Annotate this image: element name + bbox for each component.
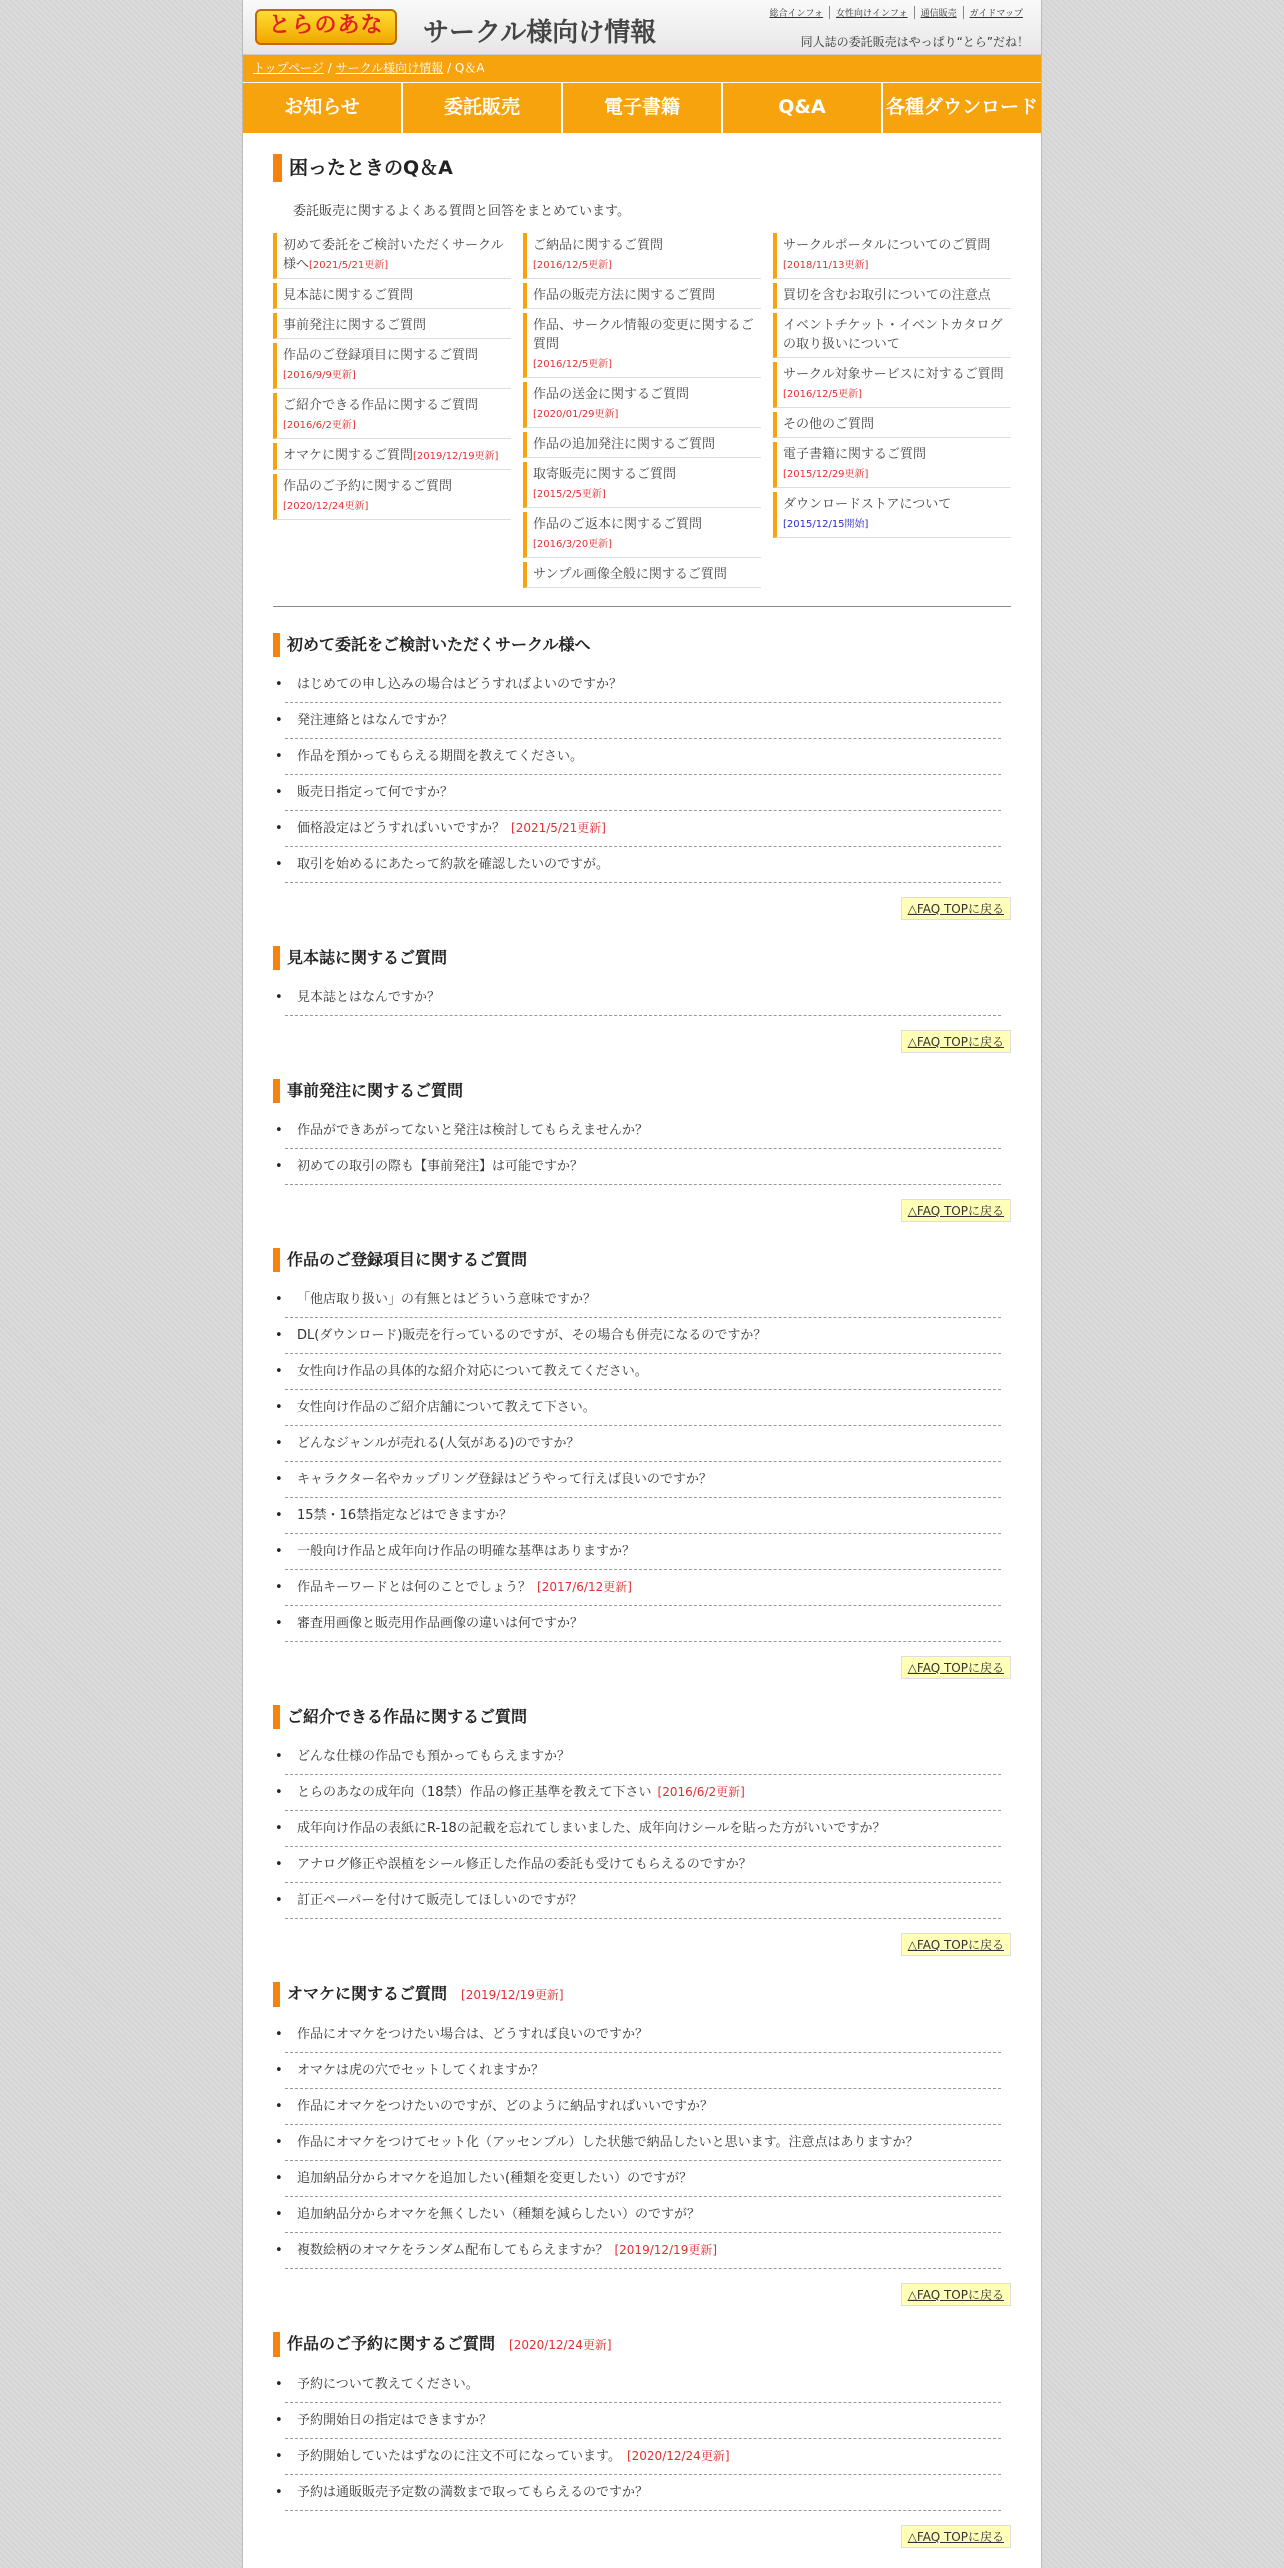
question-item[interactable] [285, 2089, 1001, 2125]
question-text: 販売日指定って何ですか？ [297, 785, 454, 800]
page [242, 0, 1042, 2568]
toc-link-label: 初めて委託をご検討いただくサークル様へ [283, 238, 504, 272]
section-title [273, 1982, 1011, 2007]
toc-column-2 [523, 233, 761, 592]
toc-link[interactable] [773, 442, 1011, 488]
question-item[interactable] [285, 1498, 1001, 1534]
update-badge: [2016/12/5更新] [533, 359, 613, 370]
question-text: 予約開始していたはずなのに注文不可になっています。 [297, 2449, 621, 2464]
faq-section [273, 1705, 1011, 1956]
question-text: 初めての取引の際も【事前発注】は可能ですか？ [297, 1159, 584, 1174]
tagline: 同人誌の委託販売はやっぱり“とら”だね！ [800, 35, 1029, 49]
faq-section [273, 1248, 1011, 1679]
toc-link[interactable] [523, 432, 761, 458]
question-list [285, 1739, 1001, 1919]
back-to-top [273, 1030, 1011, 1053]
toc-link[interactable] [273, 283, 511, 309]
update-badge: [2020/12/24更新] [509, 2338, 612, 2352]
back-to-faq-top-link[interactable]: △FAQ TOPに戻る [901, 2525, 1011, 2548]
update-badge: [2015/12/15開始] [783, 519, 869, 530]
nav-downloads[interactable]: 各種ダウンロード [883, 83, 1041, 133]
back-to-faq-top-link[interactable]: △FAQ TOPに戻る [901, 897, 1011, 920]
site-logo[interactable]: とらのあな [255, 9, 397, 45]
question-item[interactable] [285, 1282, 1001, 1318]
toc-link-label: 買切を含むお取引についての注意点 [783, 288, 991, 303]
question-list [285, 2367, 1001, 2511]
question-text: 予約開始日の指定はできますか？ [297, 2413, 493, 2428]
toc-link[interactable] [273, 343, 511, 389]
section-title-text: 作品のご予約に関するご質問 [287, 2334, 496, 2353]
question-text: はじめての申し込みの場合はどうすればよいのですか？ [297, 677, 623, 692]
page-title: 困ったときのQ＆A [273, 154, 1011, 182]
question-item[interactable] [285, 1534, 1001, 1570]
breadcrumb-current: Q＆A [454, 61, 485, 75]
question-list [285, 1282, 1001, 1642]
back-to-top [273, 2525, 1011, 2548]
back-to-top [273, 2283, 1011, 2306]
update-badge: [2016/9/9更新] [283, 370, 356, 381]
question-item[interactable] [285, 1883, 1001, 1919]
question-text: 取引を始めるにあたって約款を確認したいのですが。 [297, 857, 610, 872]
update-badge: [2020/12/24更新] [626, 2449, 730, 2463]
update-badge: [2016/6/2更新] [657, 1785, 745, 1799]
breadcrumb-separator: / [443, 61, 455, 75]
site-title: サークル様向け情報 [423, 18, 657, 48]
back-to-top [273, 897, 1011, 920]
toc-link[interactable] [273, 443, 511, 470]
update-badge: [2015/12/29更新] [783, 469, 869, 480]
back-to-faq-top-link[interactable]: △FAQ TOPに戻る [901, 1199, 1011, 1222]
back-to-faq-top-link[interactable]: △FAQ TOPに戻る [901, 1656, 1011, 1679]
toc-link[interactable] [273, 233, 511, 279]
toc-link-label: 事前発注に関するご質問 [283, 318, 427, 333]
update-badge: [2019/12/19更新] [413, 451, 499, 462]
update-badge: [2015/2/5更新] [533, 489, 606, 500]
question-item[interactable] [285, 1149, 1001, 1185]
update-badge: [2019/12/19更新] [614, 2243, 718, 2257]
question-item[interactable] [285, 980, 1001, 1016]
section-title-text: 事前発注に関するご質問 [287, 1081, 464, 1100]
link-female-info[interactable]: 女性向けインフォ [829, 6, 914, 19]
toc-link[interactable] [773, 492, 1011, 538]
back-to-faq-top-link[interactable]: △FAQ TOPに戻る [901, 2283, 1011, 2306]
toc-link[interactable] [523, 512, 761, 558]
question-text: 作品を預かってもらえる期間を教えてください。 [297, 749, 584, 764]
question-item[interactable] [285, 1811, 1001, 1847]
toc-link[interactable] [523, 382, 761, 428]
link-mail-order[interactable]: 通信販売 [914, 6, 963, 19]
question-item[interactable] [285, 703, 1001, 739]
question-item[interactable] [285, 1739, 1001, 1775]
question-text: 価格設定はどうすればいいですか？ [297, 821, 506, 836]
nav-news[interactable]: お知らせ [243, 83, 401, 133]
section-title [273, 633, 1011, 657]
update-badge: [2016/12/5更新] [783, 389, 863, 400]
question-text: オマケは虎の穴でセットしてくれますか？ [297, 2063, 545, 2078]
question-item[interactable] [285, 2161, 1001, 2197]
toc-link-label: その他のご質問 [783, 417, 875, 432]
question-text: 成年向け作品の表紙にR-18の記載を忘れてしまいました、成年向けシールを貼った方がいいですか？ [297, 1821, 886, 1836]
question-item[interactable] [285, 1606, 1001, 1642]
toc-link[interactable] [523, 462, 761, 508]
update-badge: [2016/3/20更新] [533, 539, 613, 550]
question-text: とらのあなの成年向（18禁）作品の修正基準を教えて下さい [297, 1785, 652, 1800]
toc-link-label: イベントチケット・イベントカタログの取り扱いについて [783, 318, 1003, 352]
nav-consignment[interactable]: 委託販売 [403, 83, 561, 133]
faq-section [273, 1079, 1011, 1222]
toc-link-label: 作品のご返本に関するご質問 [533, 517, 703, 532]
back-to-faq-top-link[interactable]: △FAQ TOPに戻る [901, 1030, 1011, 1053]
question-text: 訂正ペーパーを付けて販売してほしいのですが？ [297, 1893, 583, 1908]
question-text: 発注連絡とはなんですか？ [297, 713, 454, 728]
section-title-text: オマケに関するご質問 [287, 1984, 448, 2003]
question-item[interactable] [285, 775, 1001, 811]
question-item[interactable] [285, 2439, 1001, 2475]
question-list [285, 667, 1001, 883]
toc-link[interactable] [773, 313, 1011, 358]
question-list [285, 1113, 1001, 1185]
question-item[interactable] [285, 1462, 1001, 1498]
update-badge: [2021/5/21更新] [309, 260, 389, 271]
question-text: 作品キーワードとは何のことでしょう？ [297, 1580, 532, 1595]
faq-section [273, 633, 1011, 920]
update-badge: [2018/11/13更新] [783, 260, 869, 271]
toc-link-label: 作品のご予約に関するご質問 [283, 479, 453, 494]
question-item[interactable] [285, 2197, 1001, 2233]
breadcrumb-separator: / [323, 61, 336, 75]
toc-link-label: 作品の追加発注に関するご質問 [533, 437, 716, 452]
toc-link[interactable] [523, 562, 761, 588]
question-item[interactable] [285, 1390, 1001, 1426]
faq-section [273, 946, 1011, 1053]
update-badge: [2020/01/29更新] [533, 409, 619, 420]
update-badge: [2019/12/19更新] [461, 1988, 564, 2002]
main-content [243, 154, 1041, 2548]
main-nav [243, 82, 1041, 134]
toc-link[interactable] [773, 362, 1011, 408]
toc-link[interactable] [273, 313, 511, 339]
toc-link[interactable] [523, 233, 761, 279]
toc-link-label: 取寄販売に関するご質問 [533, 467, 677, 482]
question-text: 追加納品分からオマケを無くしたい（種類を減らしたい）のですが？ [297, 2207, 701, 2222]
site-header [243, 0, 1041, 55]
question-item[interactable] [285, 811, 1001, 847]
question-item[interactable] [285, 1426, 1001, 1462]
question-item[interactable] [285, 2475, 1001, 2511]
question-text: 一般向け作品と成年向け作品の明確な基準はありますか？ [297, 1544, 636, 1559]
toc-link-label: ダウンロードストアについて [783, 497, 952, 512]
toc-column-1 [273, 233, 511, 592]
question-item[interactable] [285, 1570, 1001, 1606]
breadcrumb-circle-info[interactable]: サークル様向け情報 [335, 61, 444, 75]
toc-link[interactable] [273, 474, 511, 520]
section-title [273, 1705, 1011, 1729]
back-to-top [273, 1933, 1011, 1956]
question-text: キャラクター名やカップリング登録はどうやって行えば良いのですか？ [297, 1472, 712, 1487]
toc-link-label: 作品のご登録項目に関するご質問 [283, 348, 479, 363]
toc-link-label: 作品の送金に関するご質問 [533, 387, 690, 402]
question-item[interactable] [285, 667, 1001, 703]
question-item[interactable] [285, 2367, 1001, 2403]
update-badge: [2016/6/2更新] [283, 420, 356, 431]
question-text: 予約は通販販売予定数の満数まで取ってもらえるのですか？ [297, 2485, 649, 2500]
question-item[interactable] [285, 2017, 1001, 2053]
question-text: 作品ができあがってないと発注は検討してもらえませんか？ [297, 1123, 649, 1138]
question-item[interactable] [285, 1775, 1001, 1811]
faq-sections [273, 633, 1011, 2548]
link-guide-map[interactable]: ガイドマップ [963, 6, 1029, 19]
breadcrumb [243, 55, 1041, 82]
question-text: 女性向け作品のご紹介店舗について教えて下さい。 [297, 1400, 596, 1415]
section-title [273, 1248, 1011, 1272]
toc-link-label: オマケに関するご質問 [283, 448, 414, 463]
question-list [285, 2017, 1001, 2269]
question-item[interactable] [285, 1318, 1001, 1354]
back-to-faq-top-link[interactable]: △FAQ TOPに戻る [901, 1933, 1011, 1956]
section-title-text: 作品のご登録項目に関するご質問 [287, 1250, 528, 1269]
section-title-text: 初めて委託をご検討いただくサークル様へ [287, 635, 591, 654]
question-text: 審査用画像と販売用作品画像の違いは何ですか？ [297, 1616, 584, 1631]
toc-link-label: 見本誌に関するご質問 [283, 288, 414, 303]
toc-link[interactable] [773, 233, 1011, 279]
question-item[interactable] [285, 2233, 1001, 2269]
update-badge: [2020/12/24更新] [283, 501, 369, 512]
nav-qa[interactable]: Q&A [723, 83, 881, 133]
question-text: どんなジャンルが売れる(人気がある)のですか？ [297, 1436, 580, 1451]
toc-link[interactable] [773, 283, 1011, 309]
toc-link[interactable] [523, 283, 761, 309]
toc-link-label: サンプル画像全般に関するご質問 [533, 567, 727, 582]
question-item[interactable] [285, 1113, 1001, 1149]
section-title-text: 見本誌に関するご質問 [287, 948, 448, 967]
question-text: DL(ダウンロード)販売を行っているのですが、その場合も併売になるのですか？ [297, 1328, 767, 1343]
toc-link-label: 作品の販売方法に関するご質問 [533, 288, 716, 303]
faq-section [273, 1982, 1011, 2306]
question-text: 作品にオマケをつけてセット化（アッセンブル）した状態で納品したいと思います。注意点はありますか？ [297, 2135, 919, 2150]
section-title [273, 1079, 1011, 1103]
question-text: 複数絵柄のオマケをランダム配布してもらえますか？ [297, 2243, 609, 2258]
toc-link-label: サークルポータルについてのご質問 [783, 238, 991, 253]
question-text: どんな仕様の作品でも預かってもらえますか？ [297, 1749, 571, 1764]
question-text: 予約について教えてください。 [297, 2377, 479, 2392]
top-links [763, 6, 1029, 19]
toc-link-label: ご納品に関するご質問 [533, 238, 664, 253]
nav-ebooks[interactable]: 電子書籍 [563, 83, 721, 133]
toc-link-label: 電子書籍に関するご質問 [783, 447, 927, 462]
question-text: 女性向け作品の具体的な紹介対応について教えてください。 [297, 1364, 648, 1379]
question-item[interactable] [285, 739, 1001, 775]
update-badge: [2016/12/5更新] [533, 260, 613, 271]
section-title [273, 2332, 1011, 2357]
back-to-top [273, 1199, 1011, 1222]
question-text: 「他店取り扱い」の有無とはどういう意味ですか？ [297, 1292, 597, 1307]
question-text: 作品にオマケをつけたいのですが、どのように納品すればいいですか？ [297, 2099, 714, 2114]
page-intro: 委託販売に関するよくある質問と回答をまとめています。 [293, 204, 630, 219]
update-badge: [2021/5/21更新] [511, 821, 606, 835]
question-text: 追加納品分からオマケを追加したい(種類を変更したい）のですが？ [297, 2171, 693, 2186]
toc-link-label: サークル対象サービスに対するご質問 [783, 367, 1004, 382]
back-to-top [273, 1656, 1011, 1679]
toc-link-label: 作品、サークル情報の変更に関するご質問 [533, 318, 754, 352]
question-item[interactable] [285, 1354, 1001, 1390]
question-item[interactable] [285, 847, 1001, 883]
toc-link[interactable] [523, 313, 761, 378]
question-text: 作品にオマケをつけたい場合は、どうすれば良いのですか？ [297, 2027, 649, 2042]
toc-link[interactable] [773, 412, 1011, 438]
section-title-text: ご紹介できる作品に関するご質問 [287, 1707, 528, 1726]
link-general-info[interactable]: 総合インフォ [769, 9, 824, 19]
question-item[interactable] [285, 2403, 1001, 2439]
question-list [285, 980, 1001, 1016]
breadcrumb-home[interactable]: トップページ [253, 61, 324, 75]
section-title [273, 946, 1011, 970]
update-badge: [2017/6/12更新] [537, 1580, 632, 1594]
toc-column-3 [773, 233, 1011, 592]
question-item[interactable] [285, 2053, 1001, 2089]
question-item[interactable] [285, 1847, 1001, 1883]
faq-toc [273, 233, 1011, 607]
toc-link[interactable] [273, 393, 511, 439]
question-item[interactable] [285, 2125, 1001, 2161]
question-text: 見本誌とはなんですか？ [297, 990, 441, 1005]
faq-section [273, 2332, 1011, 2548]
toc-link-label: ご紹介できる作品に関するご質問 [283, 398, 479, 413]
question-text: アナログ修正や誤植をシール修正した作品の委託も受けてもらえるのですか？ [297, 1857, 752, 1872]
question-text: 15禁・16禁指定などはできますか？ [297, 1508, 513, 1523]
